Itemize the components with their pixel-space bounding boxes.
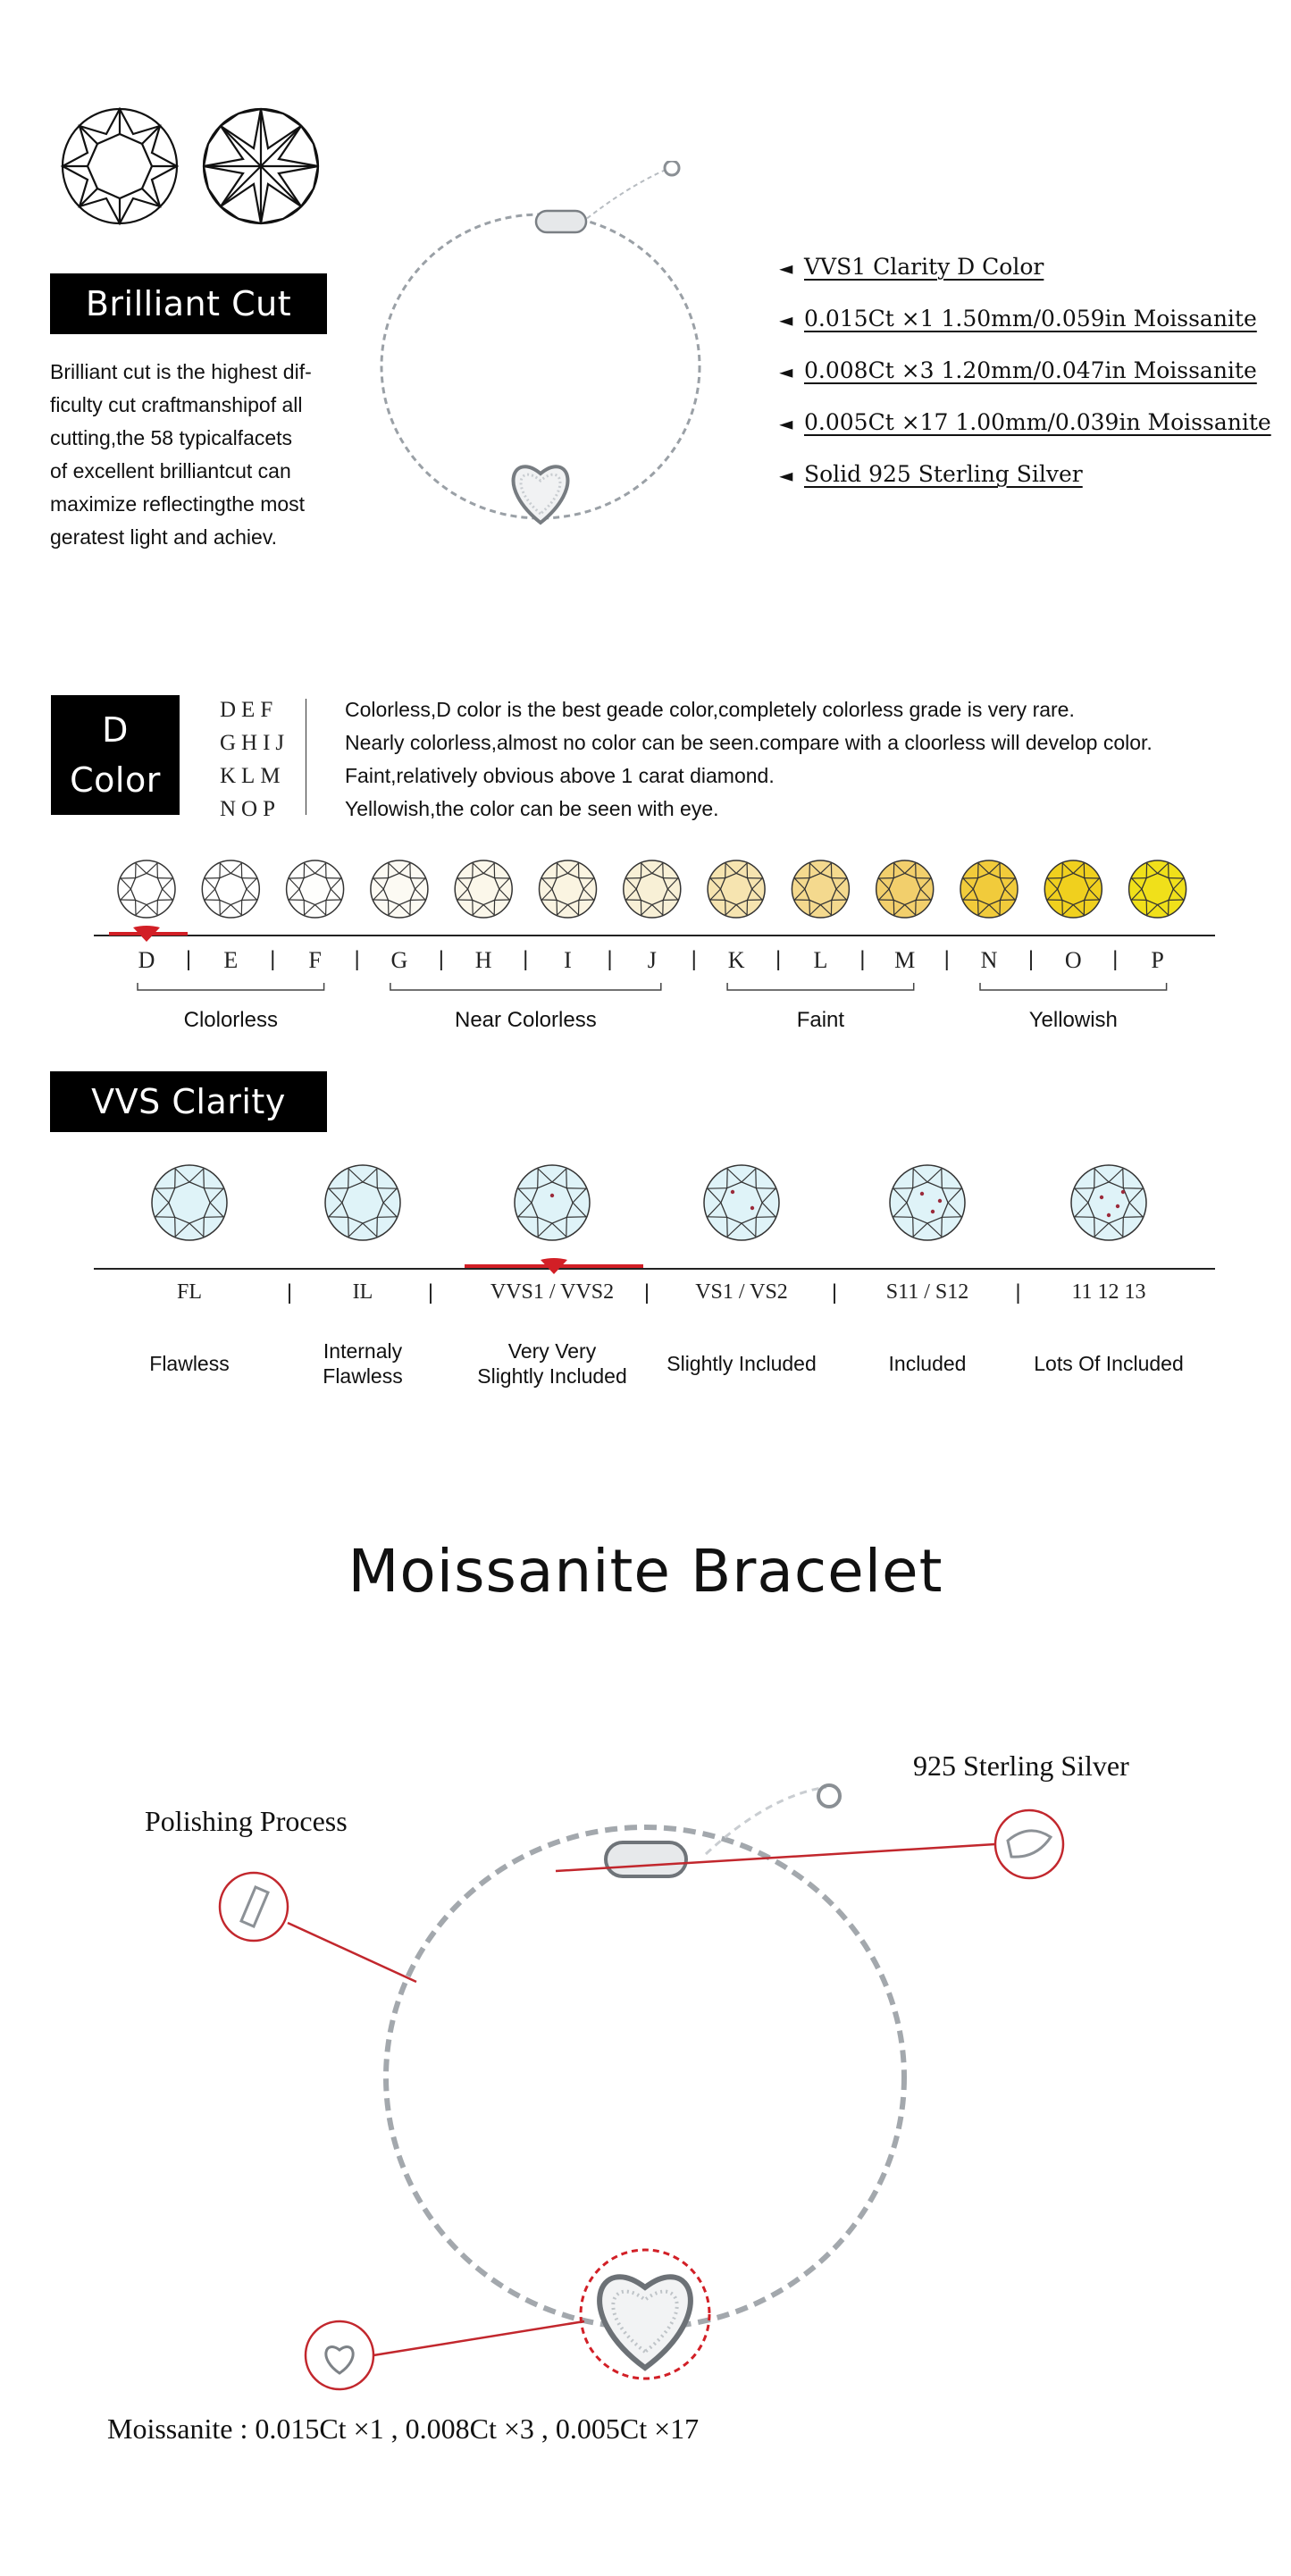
color-grade-letter: F [308, 947, 322, 973]
color-group-label: Clolorless [183, 1008, 278, 1032]
description-line: Flawless [149, 1352, 230, 1375]
color-grade-row [220, 793, 1274, 826]
inclusion-dot [1121, 1190, 1125, 1194]
scale-separator: | [607, 947, 613, 971]
d-color-label-line2: Color [70, 760, 161, 800]
color-gem-row [0, 853, 1291, 925]
scale-separator: | [286, 1280, 293, 1305]
description-line: ficulty cut craftmanshipof all [50, 393, 303, 416]
gem-icon [455, 860, 512, 918]
color-grade-letter: P [1151, 947, 1164, 973]
polishing-process-label: Polishing Process [145, 1805, 348, 1837]
gem-icon [704, 1165, 779, 1240]
scale-separator: | [1015, 1280, 1021, 1305]
color-group-label: Yellowish [1028, 1008, 1118, 1032]
color-grade-letter: G [390, 947, 408, 973]
color-grade-letter: H [474, 947, 492, 973]
color-grade-letter: J [647, 947, 657, 973]
color-grade-letter: N [980, 947, 998, 973]
inclusion-dot [731, 1190, 734, 1194]
scale-separator: | [270, 947, 276, 971]
inclusion-dot [1116, 1204, 1119, 1208]
inclusion-dot [750, 1206, 754, 1210]
clarity-grade-code: 11 12 13 [1071, 1280, 1146, 1304]
inclusion-dot [920, 1192, 924, 1196]
color-group-label: Faint [796, 1008, 845, 1032]
selected-clarity-marker-icon [541, 1258, 567, 1274]
triangle-left-icon: ◄ [779, 413, 793, 434]
color-grade-table [220, 693, 1274, 826]
feature-text: Solid 925 Sterling Silver [804, 461, 1083, 487]
brilliant-cut-top-view-icon [59, 105, 180, 227]
description-line: Included [888, 1352, 967, 1375]
gem-icon [960, 860, 1018, 918]
group-bracket [138, 983, 324, 990]
color-grade-letter: I [564, 947, 572, 973]
color-grade-letter: O [1064, 947, 1082, 973]
gem-icon [792, 860, 849, 918]
gem-icon [287, 860, 344, 918]
clarity-grade-code: FL [176, 1280, 203, 1304]
bracelet-product-image [357, 161, 733, 581]
color-grade-row [220, 726, 1274, 759]
scale-separator: | [775, 947, 782, 971]
feature-item [779, 254, 1279, 306]
color-grade-letter: M [894, 947, 916, 973]
description-line: geratest light and achiev. [50, 525, 278, 549]
clarity-gem-row [0, 1160, 1291, 1246]
clarity-grade-description [889, 1351, 967, 1376]
d-color-label-line1: D [102, 710, 129, 750]
gem-icon [202, 860, 259, 918]
triangle-left-icon: ◄ [779, 465, 793, 486]
clarity-descriptions [0, 1339, 1291, 1415]
description-line: Slightly Included [666, 1352, 817, 1375]
clarity-scale-line [94, 1268, 1215, 1270]
d-color-label [51, 695, 180, 815]
clarity-grade-code: VS1 / VS2 [695, 1280, 788, 1304]
scale-separator: | [1027, 947, 1035, 971]
group-bracket [980, 983, 1167, 990]
gem-icon [515, 1165, 590, 1240]
inclusion-dot [550, 1194, 554, 1197]
scale-separator: | [943, 947, 950, 971]
group-bracket [390, 983, 661, 990]
description-line: maximize reflectingthe most [50, 492, 306, 516]
feature-item [779, 357, 1279, 409]
color-grade-letter: L [813, 947, 828, 973]
inclusion-dot [1100, 1196, 1103, 1199]
scale-separator: | [427, 1280, 434, 1305]
description-line: Very Very [507, 1339, 597, 1363]
grade-code: NOP [220, 796, 281, 821]
clarity-grade-description [149, 1351, 229, 1376]
gem-icon [1129, 860, 1186, 918]
color-grade-row [220, 759, 1274, 793]
color-group-label: Near Colorless [454, 1008, 597, 1032]
scale-separator: | [185, 947, 192, 971]
color-scale-line [94, 935, 1215, 936]
grade-text: Faint,relatively obvious above 1 carat diamond. [345, 764, 775, 787]
vvs-clarity-label: VVS Clarity [50, 1071, 327, 1132]
color-grade-letter: D [138, 947, 155, 973]
scale-separator: | [831, 1280, 838, 1305]
clarity-grade-description [323, 1338, 402, 1389]
description-line: Lots Of Included [1034, 1352, 1184, 1375]
scale-separator: | [354, 947, 360, 971]
gem-icon [540, 860, 597, 918]
brilliant-cut-description [50, 356, 345, 554]
inclusion-dot [931, 1210, 935, 1213]
feature-text: 0.015Ct ×1 1.50mm/0.059in Moissanite [804, 306, 1257, 331]
inclusion-dot [1107, 1213, 1111, 1217]
inclusion-dot [938, 1199, 942, 1203]
grade-text: Colorless,D color is the best geade color,completely colorless grade is very rare. [345, 698, 1075, 721]
gem-icon [708, 860, 765, 918]
gem-icon [876, 860, 934, 918]
gem-icon [325, 1165, 400, 1240]
gem-icon [118, 860, 175, 918]
feature-item [779, 306, 1279, 357]
scale-separator: | [691, 947, 697, 971]
grade-code: KLM [220, 763, 286, 788]
scale-separator: | [523, 947, 529, 971]
grade-text: Nearly colorless,almost no color can be seen.compare with a cloorless will develop color. [345, 731, 1153, 754]
clarity-grade-description [477, 1338, 627, 1389]
grade-code: GHIJ [220, 730, 290, 755]
description-line: Internaly [323, 1339, 403, 1363]
brilliant-cut-bottom-view-icon [200, 105, 322, 227]
color-group-labels [0, 1008, 1291, 1044]
feature-text: 0.008Ct ×3 1.20mm/0.047in Moissanite [804, 357, 1257, 383]
grade-code: DEF [220, 697, 279, 722]
gem-icon [1044, 860, 1102, 918]
brilliant-cut-label: Brilliant Cut [50, 273, 327, 334]
color-group-brackets [0, 983, 1291, 1001]
triangle-left-icon: ◄ [779, 309, 793, 331]
gem-icon [1071, 1165, 1146, 1240]
description-line: Brilliant cut is the highest dif- [50, 360, 312, 383]
feature-list [779, 254, 1279, 513]
clarity-grade-code: IL [352, 1280, 373, 1304]
description-line: Slightly Included [477, 1364, 627, 1388]
color-scale-letters [0, 947, 1291, 983]
clarity-grade-description [666, 1351, 817, 1376]
feature-text: VVS1 Clarity D Color [804, 254, 1044, 280]
bracelet-detail-illustration [0, 1751, 1291, 2395]
selected-color-marker-icon [133, 926, 160, 942]
feature-text: 0.005Ct ×17 1.00mm/0.039in Moissanite [804, 409, 1271, 435]
description-line: cutting,the 58 typicalfacets [50, 426, 293, 449]
gem-icon [371, 860, 428, 918]
clarity-grade-code: S11 / S12 [885, 1280, 969, 1304]
grade-text: Yellowish,the color can be seen with eye. [345, 797, 719, 820]
moissanite-summary: Moissanite : 0.015Ct ×1 , 0.008Ct ×3 , 0.005Ct ×17 [107, 2412, 700, 2445]
gem-icon [152, 1165, 227, 1240]
gem-icon [624, 860, 681, 918]
color-grade-row [220, 693, 1274, 726]
section-title: Moissanite Bracelet [348, 1537, 943, 1606]
sterling-silver-label: 925 Sterling Silver [913, 1749, 1129, 1782]
clarity-grade-code: VVS1 / VVS2 [490, 1280, 615, 1304]
scale-separator: | [859, 947, 866, 971]
description-line: Flawless [323, 1364, 403, 1388]
triangle-left-icon: ◄ [779, 257, 793, 279]
triangle-left-icon: ◄ [779, 361, 793, 382]
description-line: of excellent brilliantcut can [50, 459, 291, 482]
feature-item [779, 461, 1279, 513]
scale-separator: | [643, 1280, 650, 1305]
scale-separator: | [1112, 947, 1119, 971]
group-bracket [727, 983, 914, 990]
scale-separator: | [438, 947, 445, 971]
color-grade-letter: K [727, 947, 745, 973]
gem-icon [890, 1165, 965, 1240]
clarity-scale-codes [0, 1280, 1291, 1316]
clarity-grade-description [1034, 1351, 1184, 1376]
feature-item [779, 409, 1279, 461]
color-grade-letter: E [223, 947, 239, 973]
